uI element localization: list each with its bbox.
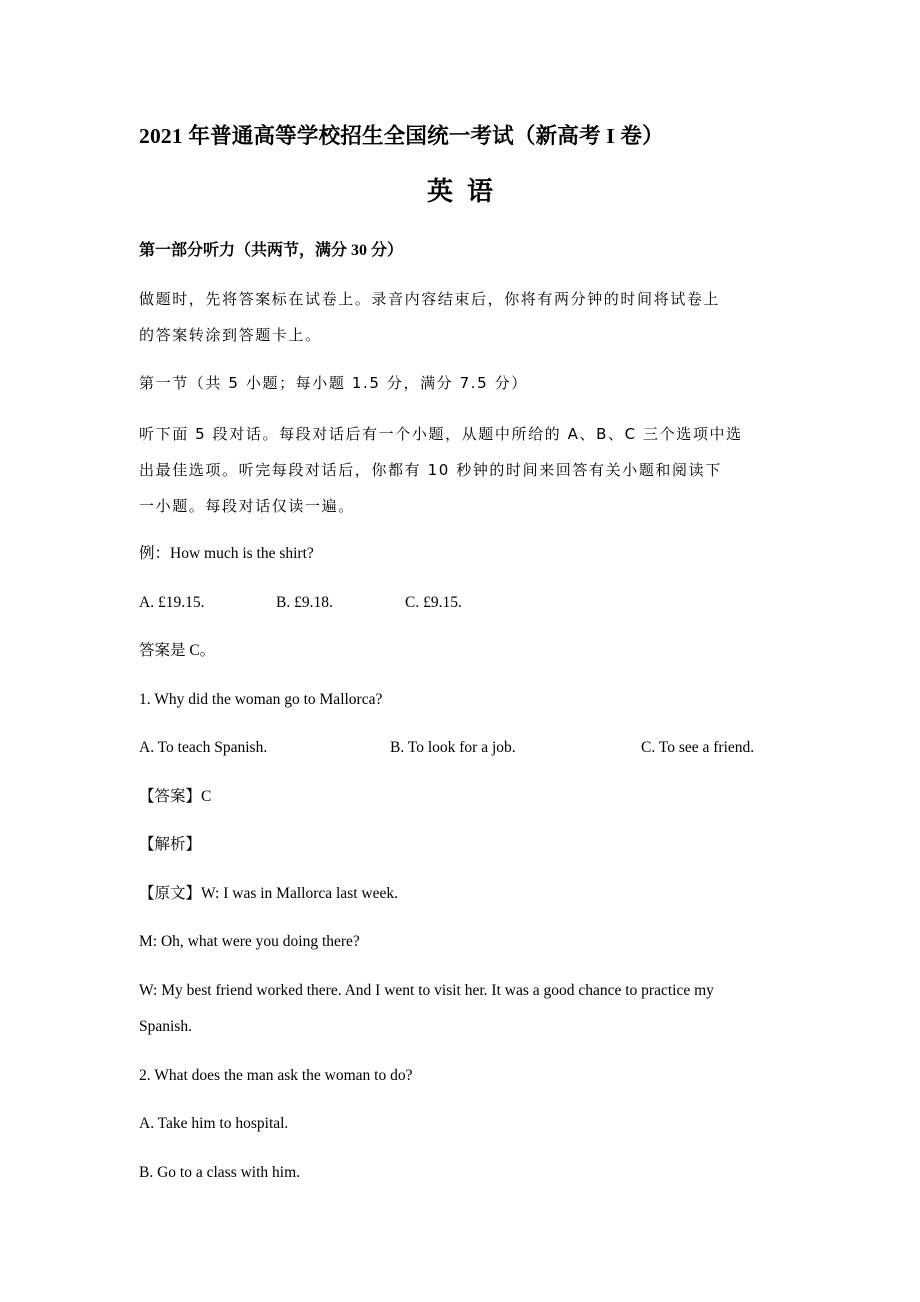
question-2-option-a: A. Take him to hospital. xyxy=(139,1115,289,1132)
question-1-option-b: B. To look for a job. xyxy=(390,739,516,756)
question-1-answer: 【答案】C xyxy=(139,788,212,805)
question-1-option-a: A. To teach Spanish. xyxy=(139,739,268,756)
section1-heading: 第一节（共 5 小题；每小题 1.5 分，满分 7.5 分） xyxy=(139,374,528,392)
section1-instruction-line-3: 一小题。每段对话仅读一遍。 xyxy=(139,497,355,515)
part1-heading: 第一部分听力（共两节，满分 30 分） xyxy=(139,242,404,259)
question-1-transcript-line-2: M: Oh, what were you doing there? xyxy=(139,933,360,950)
question-1: 1. Why did the woman go to Mallorca? xyxy=(139,691,383,708)
question-2: 2. What does the man ask the woman to do? xyxy=(139,1067,413,1084)
instruction-line-2: 的答案转涂到答题卡上。 xyxy=(139,326,322,344)
example-question: 例：How much is the shirt? xyxy=(139,545,314,562)
section1-instruction-line-2: 出最佳选项。听完每段对话后，你都有 10 秒钟的时间来回答有关小题和阅读下 xyxy=(139,461,722,479)
example-option-a: A. £19.15. xyxy=(139,594,205,611)
question-1-option-c: C. To see a friend. xyxy=(641,739,755,756)
example-option-c: C. £9.15. xyxy=(405,594,462,611)
example-option-b: B. £9.18. xyxy=(276,594,333,611)
question-1-analysis-label: 【解析】 xyxy=(139,836,202,853)
example-answer: 答案是 C。 xyxy=(139,642,216,659)
question-2-option-b: B. Go to a class with him. xyxy=(139,1164,301,1181)
question-1-transcript-line-1: 【原文】W: I was in Mallorca last week. xyxy=(139,885,398,902)
instruction-line-1: 做题时，先将答案标在试卷上。录音内容结束后，你将有两分钟的时间将试卷上 xyxy=(139,290,721,308)
question-1-transcript-line-4: Spanish. xyxy=(139,1018,192,1035)
question-1-transcript-line-3: W: My best friend worked there. And I went to visit her. It was a good chance to practice my xyxy=(139,982,714,999)
exam-title: 2021 年普通高等学校招生全国统一考试（新高考 I 卷） xyxy=(139,124,664,148)
subject-heading: 英语 xyxy=(426,177,507,206)
section1-instruction-line-1: 听下面 5 段对话。每段对话后有一个小题，从题中所给的 A、B、C 三个选项中选 xyxy=(139,425,743,443)
